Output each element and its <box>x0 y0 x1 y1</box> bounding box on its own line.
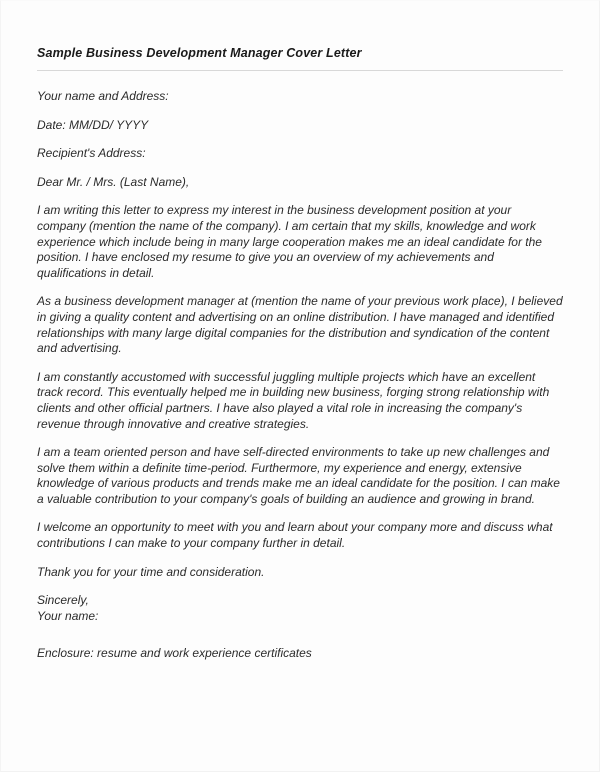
sign-off: Sincerely, <box>37 593 89 608</box>
closing-block <box>37 593 563 624</box>
sender-name-placeholder: Your name: <box>37 608 99 623</box>
body-paragraph-3: I am constantly accustomed with successful juggling multiple projects which have an excellent track record. This eventually helped me in building new business, forging strong relationship with clients and other official partners. I have also played a vital role in increasing the company's revenue through innovative and creative strategies. <box>37 369 550 431</box>
sender-address-line: Your name and Address: <box>37 89 169 103</box>
body-paragraph-1: I am writing this letter to express my interest in the business development position at your company (mention the name of the company). I am certain that my skills, knowledge and work experience which include being in many large cooperation makes me an ideal candidate for the position. I have enclosed my resume to give you an overview of my achievements and qualifications in detail. <box>37 203 542 280</box>
body-paragraph-4: I am a team oriented person and have self-directed environments to take up new challenges and solve them within a definite time-period. Furthermore, my experience and energy, extensive knowledge of various products and trends make me an ideal candidate for the position. I can make a valuable contribution to your company's goals of building an audience and growing in brand. <box>37 445 560 506</box>
page-title: Sample Business Development Manager Cover Letter <box>37 46 362 60</box>
letter-body <box>37 71 563 662</box>
thank-you-line: Thank you for your time and consideration. <box>37 564 265 579</box>
recipient-address-line: Recipient's Address: <box>37 146 146 161</box>
body-paragraph-2: As a business development manager at (mention the name of your previous work place), I believed in giving a quality content and advertising on an online distribution. I have managed and identified relationships with many large digital companies for the distribution and syndication of the content and advertising. <box>37 294 563 356</box>
date-line: Date: MM/DD/ YYYY <box>37 117 149 132</box>
body-paragraph-5: I welcome an opportunity to meet with you and learn about your company more and discuss what contributions I can make to your company further in detail. <box>37 520 553 551</box>
enclosure-line: Enclosure: resume and work experience certificates <box>37 646 312 661</box>
salutation: Dear Mr. / Mrs. (Last Name), <box>37 174 190 189</box>
cover-letter <box>37 45 563 662</box>
